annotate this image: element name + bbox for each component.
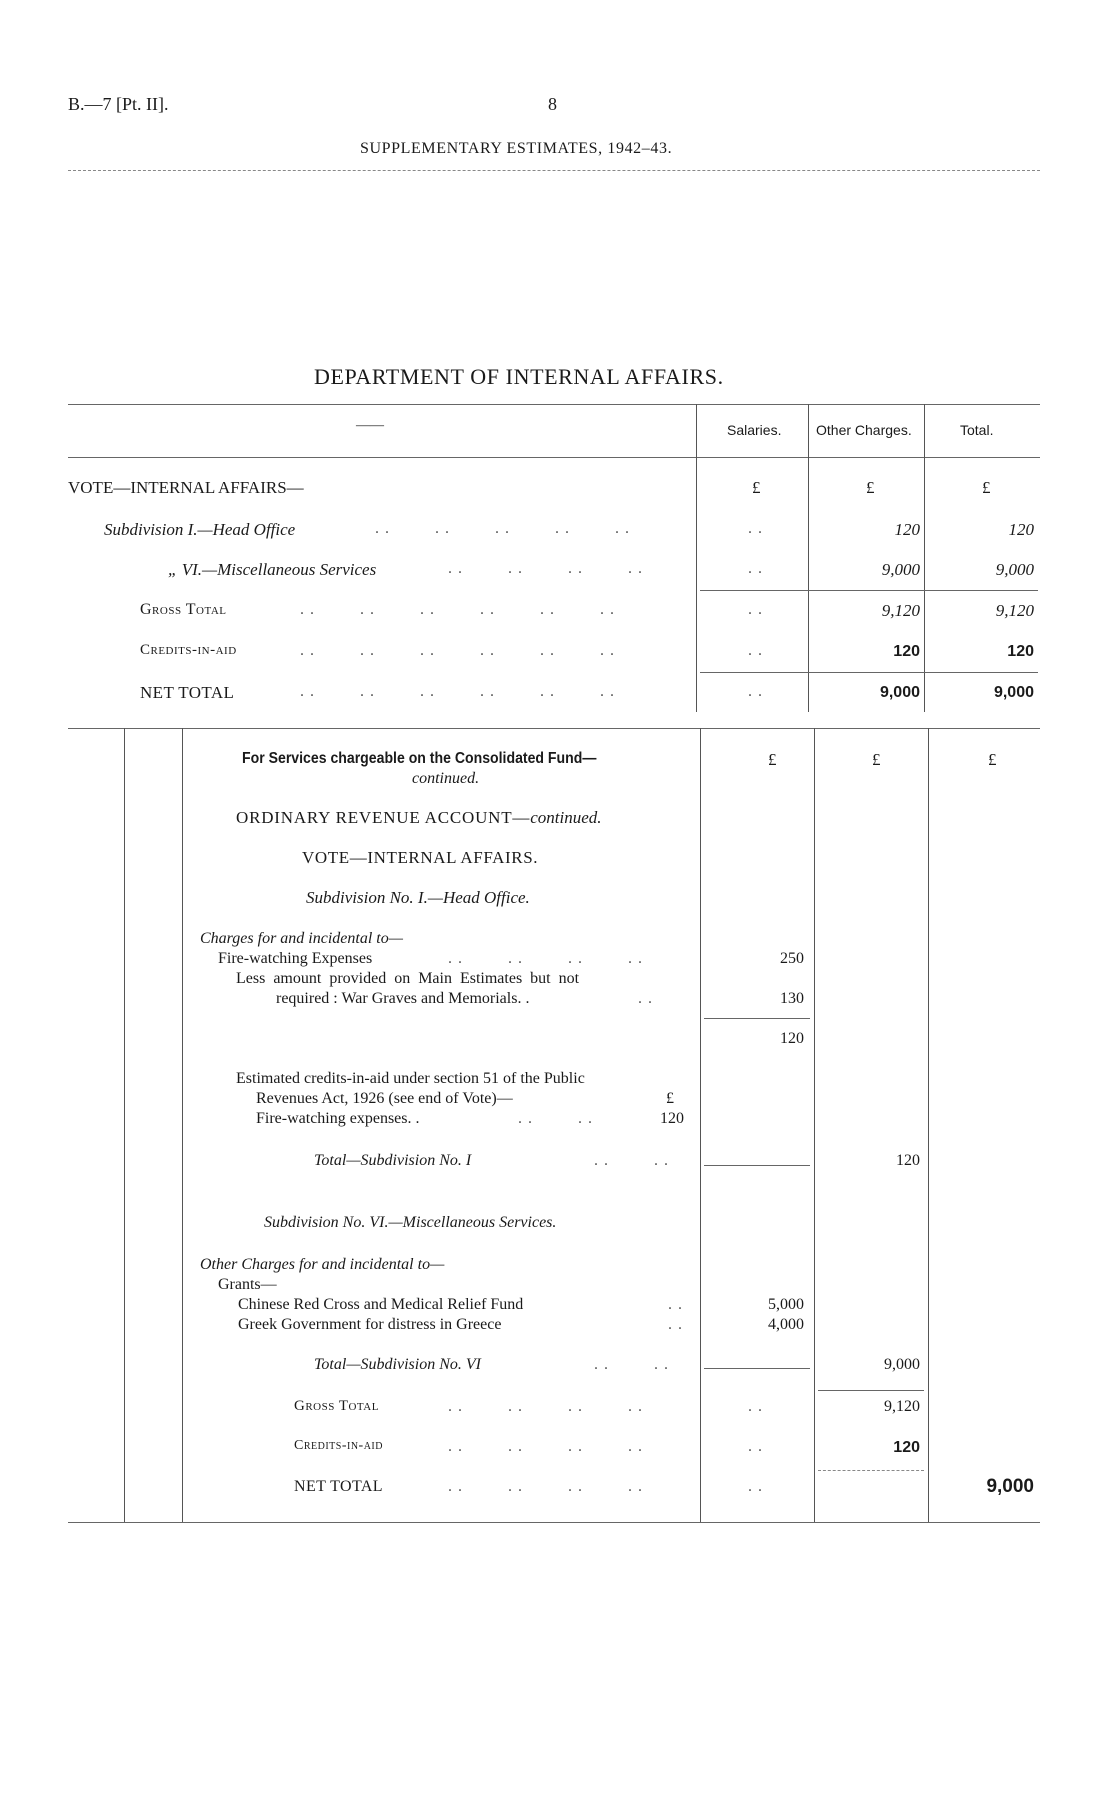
leader-dots: .. .. (518, 1110, 598, 1127)
summary-row-label: Subdivision I.—Head Office (104, 520, 296, 539)
department-title: DEPARTMENT OF INTERNAL AFFAIRS. (314, 364, 724, 389)
summary-top-rule (68, 404, 1040, 405)
page-number: 8 (548, 94, 557, 114)
total-subdivision-1-amount: 120 (896, 1152, 920, 1169)
fire-watching-label: Fire-watching Expenses (218, 950, 373, 967)
summary-cell-other: 120 (894, 520, 920, 539)
detail-top-rule (68, 728, 1040, 729)
subdivision-6-title: Subdivision No. VI.—Miscellaneous Services. (264, 1214, 557, 1231)
summary-credits-label: Credits-in-aid (140, 642, 237, 658)
detail-currency-salaries: £ (768, 750, 777, 769)
column-blank: —— (356, 418, 384, 433)
summary-subtotal-rule (700, 590, 1038, 591)
total-subdivision-6-amount: 9,000 (884, 1356, 920, 1373)
leader-dots: .. (668, 1316, 688, 1333)
summary-cell-salaries: .. (748, 601, 768, 618)
leader-dots: .. (748, 1438, 768, 1455)
gross-rule (818, 1390, 924, 1391)
summary-vrule-2 (808, 404, 809, 712)
summary-cell-salaries: .. (748, 560, 768, 577)
summary-cell-salaries: .. (748, 683, 768, 700)
summary-cell-total: 9,000 (995, 560, 1034, 579)
leader-dots: .. .. .. .. .. .. (300, 642, 620, 659)
detail-heading-continued: continued. (412, 770, 480, 787)
credits-pound-sign: £ (666, 1090, 674, 1107)
leader-dots: .. .. .. .. (448, 1438, 648, 1455)
leader-dots: .. .. .. .. (448, 950, 648, 967)
charges-intro: Charges for and incidental to— (200, 930, 403, 947)
column-salaries: Salaries. (727, 422, 782, 438)
total-subdivision-6-label: Total—Subdivision No. VI (314, 1356, 481, 1373)
other-charges-intro: Other Charges for and incidental to— (200, 1256, 445, 1273)
summary-cell-other: 9,000 (881, 560, 920, 579)
ordinary-revenue-title: ORDINARY REVENUE ACCOUNT—continued. (236, 808, 602, 827)
leader-dots: .. (748, 1398, 768, 1415)
summary-vrule-3 (924, 404, 925, 712)
detail-gross-total-amount: 9,120 (884, 1398, 920, 1415)
less-amount-line1: Less amount provided on Main Estimates but not (236, 970, 580, 987)
detail-vrule-d (814, 728, 815, 1522)
summary-cell-salaries: .. (748, 642, 768, 659)
leader-dots: .. .. .. .. .. .. (300, 683, 620, 700)
leader-dots: .. .. .. .. .. (375, 520, 635, 537)
leader-dots: .. (668, 1296, 688, 1313)
total-sub1-rule (704, 1165, 810, 1166)
summary-cell-total: 120 (1008, 520, 1034, 539)
leader-dots: .. .. (594, 1356, 674, 1373)
summary-net-rule (700, 672, 1038, 673)
leader-dots: .. (638, 990, 658, 1007)
total-subdivision-1-label: Total—Subdivision No. I (314, 1152, 472, 1169)
detail-vrule-e (928, 728, 929, 1522)
summary-gross-label: Gross Total (140, 601, 227, 618)
page-subtitle: SUPPLEMENTARY ESTIMATES, 1942–43. (360, 140, 673, 157)
page-ref: B.—7 [Pt. II]. (68, 94, 169, 114)
net-rule (818, 1470, 924, 1471)
summary-cell-total: 9,000 (993, 684, 1034, 701)
summary-cell-total: 9,120 (995, 601, 1034, 620)
detail-bottom-rule (68, 1522, 1040, 1523)
detail-heading: For Services chargeable on the Consolidated Fund— (242, 750, 597, 767)
leader-dots: .. .. .. .. (448, 1478, 648, 1495)
credits-fire-watching-label: Fire-watching expenses. . (256, 1110, 420, 1127)
detail-gross-total-label: Gross Total (294, 1398, 379, 1414)
grant-1-amount: 5,000 (768, 1296, 804, 1313)
leader-dots: .. (748, 1478, 768, 1495)
detail-vrule-a (124, 728, 125, 1522)
detail-currency-other: £ (872, 750, 881, 769)
summary-net-label: NET TOTAL (140, 683, 235, 702)
leader-dots: .. .. (594, 1152, 674, 1169)
detail-net-total-label: NET TOTAL (294, 1478, 383, 1495)
less-amount-line2: required : War Graves and Memorials. . (276, 990, 530, 1007)
summary-cell-salaries: .. (748, 520, 768, 537)
summary-cell-other: 120 (893, 643, 920, 660)
summary-cell-total: 120 (1007, 643, 1034, 660)
summary-vote-title: VOTE—INTERNAL AFFAIRS— (68, 478, 304, 497)
grants-label: Grants— (218, 1276, 277, 1293)
credits-estimate-line2: Revenues Act, 1926 (see end of Vote)— (256, 1090, 513, 1107)
detail-vrule-b (182, 728, 183, 1522)
less-amount: 130 (780, 990, 804, 1007)
summary-cell-other: 9,120 (881, 601, 920, 620)
subtract-rule (704, 1018, 810, 1019)
leader-dots: .. .. .. .. (448, 560, 648, 577)
credits-fire-watching-amount: 120 (660, 1110, 684, 1127)
total-sub6-rule (704, 1368, 810, 1369)
grant-2-amount: 4,000 (768, 1316, 804, 1333)
detail-vrule-c (700, 728, 701, 1522)
detail-credits-label: Credits-in-aid (294, 1438, 383, 1453)
detail-net-total-amount: 9,000 (986, 1476, 1034, 1497)
summary-header-rule (68, 457, 1040, 458)
net-charges-amount: 120 (780, 1030, 804, 1047)
grant-2-label: Greek Government for distress in Greece (238, 1316, 502, 1333)
detail-currency-total: £ (988, 750, 997, 769)
column-total: Total. (960, 422, 994, 438)
leader-dots: .. .. .. .. (448, 1398, 648, 1415)
grant-1-label: Chinese Red Cross and Medical Relief Fund (238, 1296, 524, 1313)
detail-credits-amount: 120 (893, 1439, 920, 1456)
detail-vote-title: VOTE—INTERNAL AFFAIRS. (302, 848, 539, 867)
summary-row-label: „ VI.—Miscellaneous Services (168, 560, 377, 579)
summary-currency-other: £ (866, 478, 875, 497)
column-other-charges: Other Charges. (816, 422, 912, 438)
fire-watching-amount: 250 (780, 950, 804, 967)
credits-estimate-line1: Estimated credits-in-aid under section 51 of the Public (236, 1070, 585, 1087)
summary-currency-total: £ (982, 478, 991, 497)
subdivision-1-title: Subdivision No. I.—Head Office. (306, 888, 530, 907)
summary-cell-other: 9,000 (879, 684, 920, 701)
summary-currency-salaries: £ (752, 478, 761, 497)
leader-dots: .. .. .. .. .. .. (300, 601, 620, 618)
header-rule (68, 170, 1040, 171)
summary-vrule-1 (696, 404, 697, 712)
